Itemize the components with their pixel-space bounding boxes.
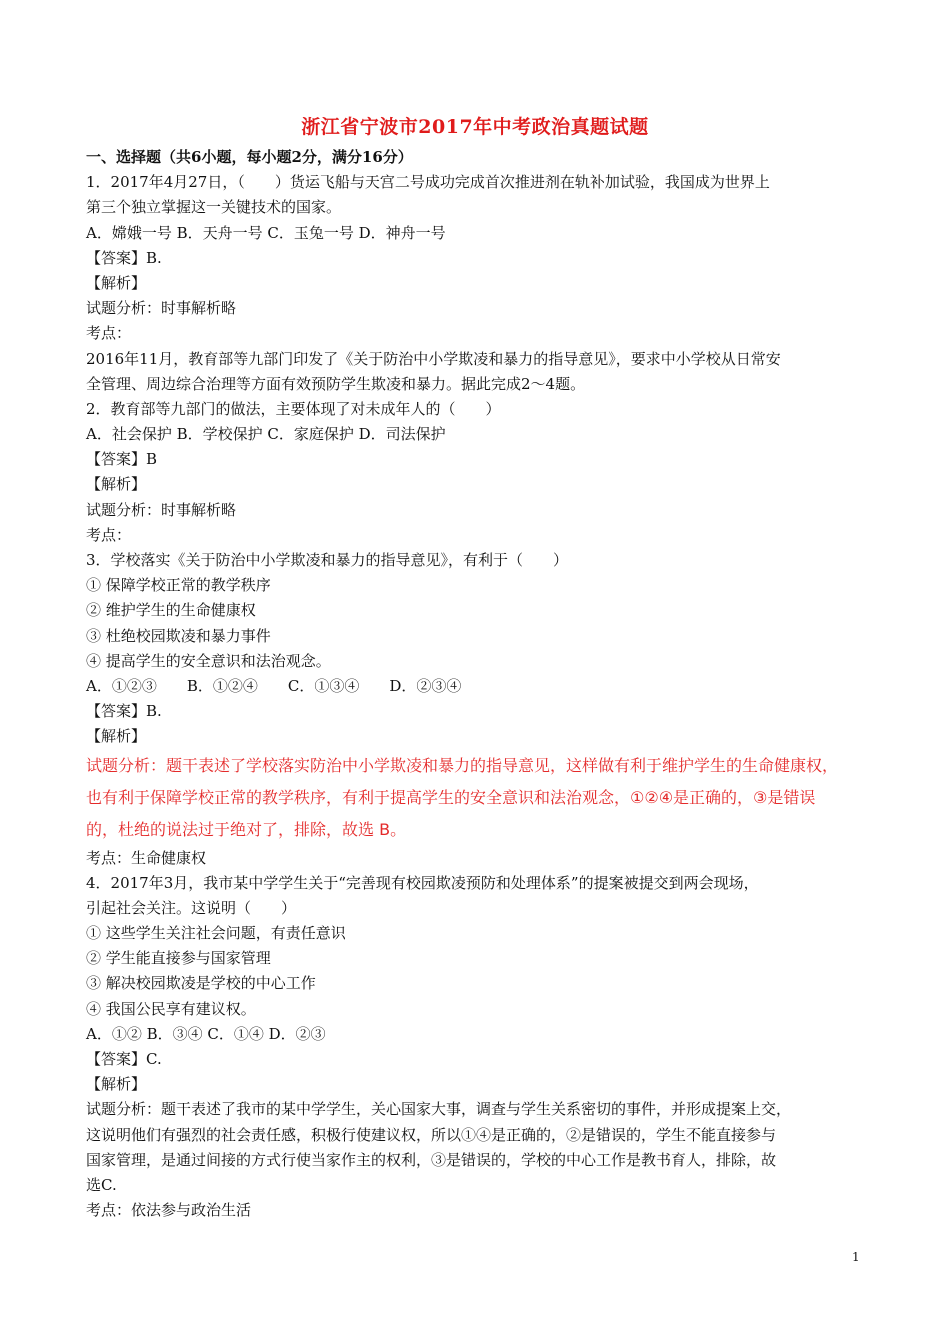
text-line: ④ 我国公民享有建议权。: [86, 999, 256, 1018]
text-line: 考点：: [86, 525, 132, 544]
text-line: 试题分析：时事解析略: [86, 500, 237, 519]
text-line: 【解析】: [86, 727, 147, 746]
text-line: 【解析】: [86, 1075, 147, 1094]
text-line: ① 这些学生关注社会问题，有责任意识: [86, 924, 346, 943]
text-line: ③ 解决校园欺凌是学校的中心工作: [86, 974, 316, 993]
text-line: 【答案】C.: [86, 1050, 162, 1068]
text-line: 【答案】B.: [86, 702, 162, 721]
question-block-4: [86, 846, 864, 1224]
text-line: 引起社会关注。这说明（ ）: [86, 898, 297, 917]
highlighted-analysis: [86, 750, 864, 846]
text-line: 4．2017年3月，我市某中学学生关于“完善现有校园欺凌预防和处理体系”的提案被提交到两会现场，: [86, 873, 759, 892]
text-line: 3．学校落实《关于防治中小学欺凌和暴力的指导意见》，有利于（ ）: [86, 551, 569, 569]
text-line: 选C.: [86, 1175, 117, 1194]
document-title: 浙江省宁波市2017年中考政治真题试题: [301, 116, 649, 138]
text-line: A．社会保护 B．学校保护 C．家庭保护 D．司法保护: [86, 425, 446, 444]
text-line: ② 学生能直接参与国家管理: [86, 949, 271, 968]
text-line: 考点：: [86, 324, 132, 343]
text-line: 试题分析：题干表述了我市的某中学学生，关心国家大事，调查与学生关系密切的事件，并形成提案上交，: [86, 1100, 792, 1119]
text-line: A．①②③ B．①②④ C．①③④ D．②③④: [86, 676, 462, 695]
text-line: 【解析】: [86, 273, 147, 292]
text-line: 也有利于保障学校正常的教学秩序，有利于提高学生的安全意识和法治观念，①②④是正确的，③是错误: [86, 787, 816, 807]
text-line: A．嫦娥一号 B．天舟一号 C．玉兔一号 D．神舟一号: [86, 223, 446, 242]
text-line: ② 维护学生的生命健康权: [86, 601, 256, 620]
text-line: 试题分析：题干表述了学校落实防治中小学欺凌和暴力的指导意见，这样做有利于维护学生的生命健康权，: [86, 755, 839, 775]
text-line: A．①② B．③④ C．①④ D．②③: [86, 1024, 326, 1043]
text-line: 考点：依法参与政治生活: [86, 1201, 252, 1220]
question-block-1-3: [86, 170, 864, 749]
text-line: 考点：生命健康权: [86, 848, 207, 867]
text-line: 2016年11月，教育部等九部门印发了《关于防治中小学欺凌和暴力的指导意见》，要求中小学校从日常安: [86, 349, 781, 368]
text-line: 【答案】B.: [86, 248, 162, 267]
text-line: 2．教育部等九部门的做法，主要体现了对未成年人的（ ）: [86, 399, 501, 418]
text-line: ① 保障学校正常的教学秩序: [86, 576, 271, 595]
document-body: [86, 145, 864, 1223]
text-line: 试题分析：时事解析略: [86, 299, 237, 318]
text-line: 1．2017年4月27日，（ ）货运飞船与天宫二号成功完成首次推进剂在轨补加试验，我国成为世界上: [86, 173, 770, 192]
page-number: 1: [852, 1250, 860, 1264]
text-line: 【解析】: [86, 475, 147, 494]
text-line: 这说明他们有强烈的社会责任感，积极行使建议权，所以①④是正确的，②是错误的，学生不能直接参与: [86, 1125, 777, 1144]
text-line: 【答案】B: [86, 450, 158, 469]
text-line: ③ 杜绝校园欺凌和暴力事件: [86, 626, 271, 645]
text-line: 国家管理，是通过间接的方式行使当家作主的权利，③是错误的，学校的中心工作是教书育人，排除，故: [86, 1150, 777, 1169]
text-line: 全管理、周边综合治理等方面有效预防学生欺凌和暴力。据此完成2～4题。: [86, 374, 586, 393]
text-line: 第三个独立掌握这一关键技术的国家。: [86, 198, 342, 217]
section-heading: 一、选择题（共6小题，每小题2分，满分16分）: [86, 148, 413, 166]
text-line: ④ 提高学生的安全意识和法治观念。: [86, 651, 331, 670]
text-line: 的，杜绝的说法过于绝对了，排除，故选 B。: [86, 819, 407, 839]
